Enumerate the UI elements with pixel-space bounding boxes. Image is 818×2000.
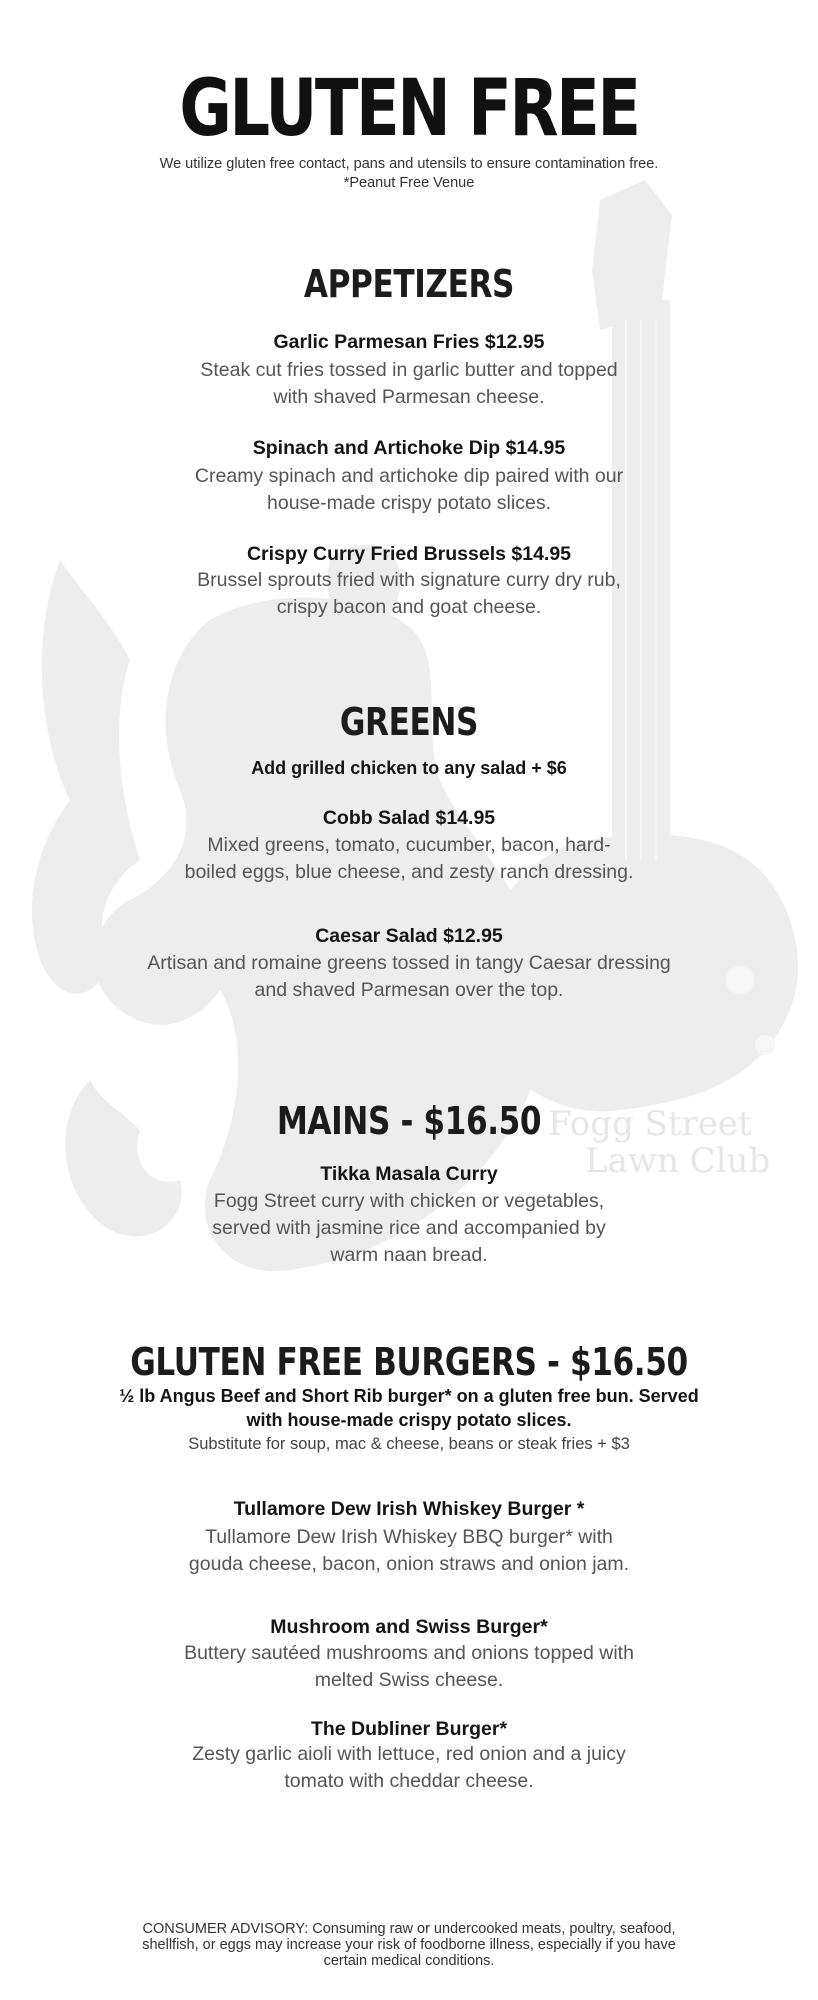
menu-item-desc: crispy bacon and goat cheese. — [276, 596, 542, 618]
menu-item-desc: Tullamore Dew Irish Whiskey BBQ burger* with — [205, 1526, 613, 1548]
menu-item-name: Garlic Parmesan Fries $12.95 — [273, 331, 545, 353]
menu-item-desc: Zesty garlic aioli with lettuce, red onion and a juicy — [192, 1743, 626, 1765]
intro-line-2: *Peanut Free Venue — [343, 175, 475, 191]
menu-item-desc: melted Swiss cheese. — [314, 1669, 504, 1691]
menu-item-desc: with shaved Parmesan cheese. — [273, 386, 545, 408]
section-title-burgers: GLUTEN FREE BURGERS - $16.50 — [130, 1340, 688, 1384]
intro-line-1: We utilize gluten free contact, pans and utensils to ensure contamination free. — [159, 156, 659, 172]
menu-item-name: The Dubliner Burger* — [310, 1718, 508, 1740]
burgers-note-3: Substitute for soup, mac & cheese, beans or steak fries + $3 — [188, 1435, 630, 1453]
watermark-text-1: Fogg Street — [548, 1104, 752, 1144]
menu-item-desc: and shaved Parmesan over the top. — [254, 979, 564, 1001]
menu-item-desc: gouda cheese, bacon, onion straws and onion jam. — [188, 1553, 630, 1575]
menu-item-desc: served with jasmine rice and accompanied by — [212, 1217, 606, 1239]
menu-item-desc: Steak cut fries tossed in garlic butter and topped — [200, 359, 618, 381]
menu-item-desc: Creamy spinach and artichoke dip paired with our — [194, 465, 624, 487]
menu-item-name: Cobb Salad $14.95 — [322, 807, 496, 829]
consumer-advisory-line-2: shellfish, or eggs may increase your risk of foodborne illness, especially if you have — [142, 1937, 676, 1953]
consumer-advisory-line-3: certain medical conditions. — [323, 1953, 495, 1969]
menu-item-name: Tullamore Dew Irish Whiskey Burger * — [233, 1498, 585, 1520]
menu-item-desc: boiled eggs, blue cheese, and zesty ranch dressing. — [184, 861, 634, 883]
menu-header — [0, 64, 818, 154]
section-title-greens: GREENS — [339, 700, 479, 744]
menu-item-desc: house-made crispy potato slices. — [267, 492, 551, 514]
menu-item-name: Spinach and Artichoke Dip $14.95 — [252, 437, 566, 459]
consumer-advisory-line-1: CONSUMER ADVISORY: Consuming raw or undercooked meats, poultry, seafood, — [142, 1921, 676, 1937]
menu-item-name: Mushroom and Swiss Burger* — [270, 1616, 548, 1638]
menu-item-desc: Brussel sprouts fried with signature curry dry rub, — [197, 569, 621, 591]
menu-item-name: Tikka Masala Curry — [320, 1163, 498, 1185]
menu-item-desc: Mixed greens, tomato, cucumber, bacon, hard- — [207, 834, 611, 856]
section-title-mains: MAINS - $16.50 — [276, 1099, 542, 1143]
menu-item-desc: warm naan bread. — [330, 1244, 488, 1266]
menu-item-desc: tomato with cheddar cheese. — [284, 1770, 534, 1792]
menu-item-desc: Artisan and romaine greens tossed in tangy Caesar dressing — [147, 952, 671, 974]
watermark-text-2: Lawn Club — [585, 1141, 771, 1181]
burgers-note-1: ½ lb Angus Beef and Short Rib burger* on a gluten free bun. Served — [119, 1386, 699, 1406]
greens-note: Add grilled chicken to any salad + $6 — [251, 758, 567, 778]
menu-item-desc: Fogg Street curry with chicken or vegetables, — [213, 1190, 605, 1212]
menu-item-desc: Buttery sautéed mushrooms and onions topped with — [184, 1642, 634, 1664]
menu-item-name: Caesar Salad $12.95 — [315, 925, 503, 947]
burgers-note-2: with house-made crispy potato slices. — [246, 1410, 572, 1430]
menu-item-name: Crispy Curry Fried Brussels $14.95 — [246, 543, 572, 565]
page-title: GLUTEN FREE — [179, 64, 639, 154]
section-title-appetizers: APPETIZERS — [303, 262, 515, 306]
